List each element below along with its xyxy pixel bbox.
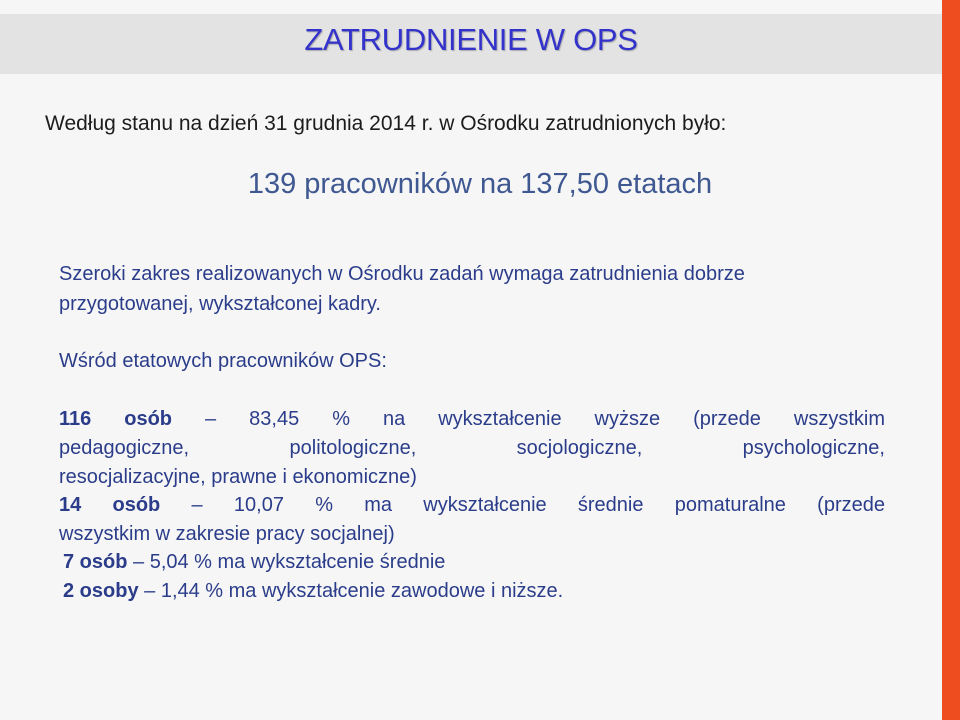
stat-2-text-2: wszystkim w zakresie pracy socjalnej)	[59, 523, 395, 545]
stat-3-count: 7 osób	[63, 551, 128, 573]
stat-3-text: 5,04 % ma wykształcenie średnie	[149, 551, 446, 573]
stat-2-line-2	[59, 523, 885, 546]
stat-2-dash: –	[191, 494, 203, 516]
paragraph-1-line-2: przygotowanej, wykształconej kadry.	[59, 293, 381, 315]
stat-1-count: 116 osób	[59, 408, 173, 430]
stat-1-text-3: resocjalizacyjne, prawne i ekonomiczne)	[59, 466, 417, 488]
stat-1-text-1: 83,45 % na wykształcenie wyższe (przede wszystkim	[249, 408, 886, 430]
stat-2-line-1	[59, 494, 885, 517]
stat-3-line	[63, 551, 889, 574]
stat-2-count: 14 osób	[59, 494, 161, 516]
stat-1-line-2	[59, 437, 885, 460]
stat-4-dash: –	[144, 580, 156, 602]
headline: 139 pracowników na 137,50 etatach	[247, 168, 713, 200]
accent-stripe	[942, 0, 960, 720]
stat-4-count: 2 osoby	[63, 580, 139, 602]
stat-1-line-1	[59, 408, 885, 431]
paragraph-2: Wśród etatowych pracowników OPS:	[59, 350, 387, 372]
stat-4-line	[63, 580, 889, 603]
stat-3-dash: –	[133, 551, 145, 573]
stat-1-text-2: pedagogiczne, politologiczne, socjologiczne, psychologiczne,	[59, 437, 885, 459]
stat-4-text: 1,44 % ma wykształcenie zawodowe i niższe.	[160, 580, 564, 602]
slide-title: ZATRUDNIENIE W OPS	[304, 22, 638, 57]
stat-1-line-3	[59, 466, 885, 489]
intro-text: Według stanu na dzień 31 grudnia 2014 r. w Ośrodku zatrudnionych było:	[45, 112, 727, 135]
stat-1-dash: –	[205, 408, 217, 430]
stat-2-text-1: 10,07 % ma wykształcenie średnie pomaturalne (przede	[233, 494, 885, 516]
paragraph-1-line-1: Szeroki zakres realizowanych w Ośrodku zadań wymaga zatrudnienia dobrze	[59, 263, 745, 285]
